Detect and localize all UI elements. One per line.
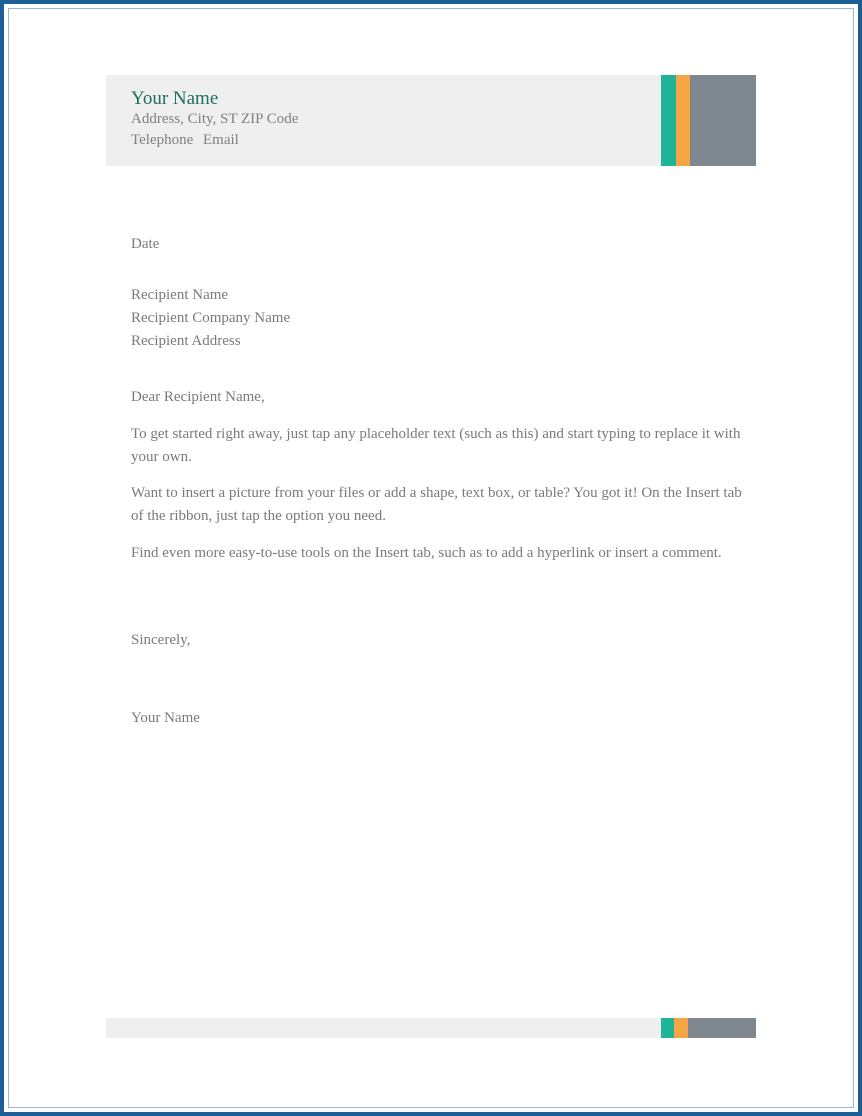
footer-band <box>106 1018 756 1038</box>
footer-teal-stripe <box>661 1018 674 1038</box>
signature-name[interactable]: Your Name <box>131 710 200 726</box>
sender-contact <box>131 132 239 149</box>
recipient-address[interactable]: Recipient Address <box>131 333 241 349</box>
letter-date[interactable]: Date <box>131 236 160 252</box>
sender-email[interactable]: Email <box>203 132 239 148</box>
footer-gray-block <box>688 1018 756 1038</box>
header-gray-block <box>690 75 756 166</box>
body-paragraph-2[interactable]: Want to insert a picture from your files or add a shape, text box, or table? You got it! On the Insert tab of the ribbon, just tap the option you need. <box>131 485 742 524</box>
body-paragraph-3[interactable]: Find even more easy-to-use tools on the Insert tab, such as to add a hyperlink or insert a comment. <box>131 545 722 561</box>
header-orange-stripe <box>676 75 690 166</box>
body-paragraph-1[interactable]: To get started right away, just tap any placeholder text (such as this) and start typing to replace it with your own. <box>131 426 741 465</box>
sender-name[interactable]: Your Name <box>131 88 219 109</box>
letterhead <box>106 75 756 166</box>
closing[interactable]: Sincerely, <box>131 632 191 648</box>
header-teal-stripe <box>661 75 676 166</box>
sender-telephone[interactable]: Telephone <box>131 132 194 148</box>
footer-orange-stripe <box>674 1018 688 1038</box>
salutation[interactable]: Dear Recipient Name, <box>131 389 265 405</box>
recipient-company[interactable]: Recipient Company Name <box>131 310 291 326</box>
sender-address[interactable]: Address, City, ST ZIP Code <box>131 111 299 127</box>
recipient-name[interactable]: Recipient Name <box>131 287 229 303</box>
